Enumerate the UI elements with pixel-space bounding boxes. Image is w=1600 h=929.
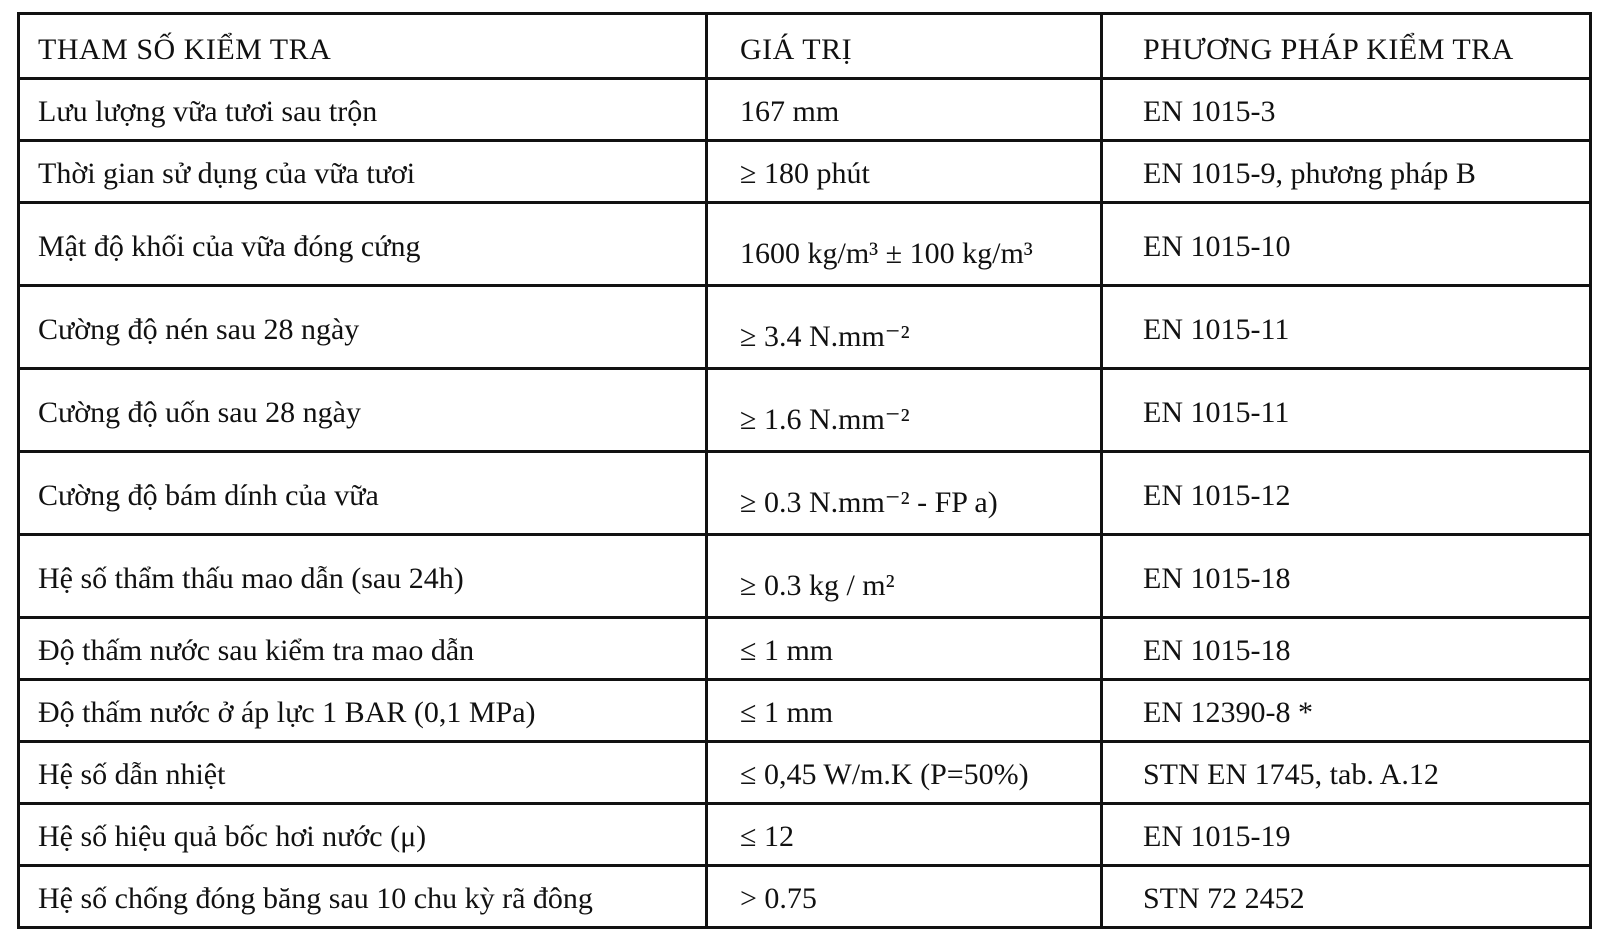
table-row [19,866,1591,928]
method-cell: EN 1015-11 [1102,369,1591,452]
value-cell: ≤ 0,45 W/m.K (P=50%) [707,742,1102,804]
spec-table [17,12,1592,929]
param-cell: Mật độ khối của vữa đóng cứng [19,203,707,286]
table-row [19,452,1591,535]
method-cell: STN 72 2452 [1102,866,1591,928]
method-cell: EN 12390-8 * [1102,680,1591,742]
value-cell: 167 mm [707,79,1102,141]
value-cell: ≥ 1.6 N.mm⁻² [707,369,1102,452]
method-cell: EN 1015-12 [1102,452,1591,535]
header-parameter: THAM SỐ KIỂM TRA [19,14,707,79]
value-cell: ≤ 1 mm [707,618,1102,680]
param-cell: Lưu lượng vữa tươi sau trộn [19,79,707,141]
param-cell: Thời gian sử dụng của vữa tươi [19,141,707,203]
table-row [19,141,1591,203]
param-cell: Cường độ bám dính của vữa [19,452,707,535]
value-cell: ≥ 3.4 N.mm⁻² [707,286,1102,369]
value-cell: ≤ 1 mm [707,680,1102,742]
param-cell: Độ thấm nước ở áp lực 1 BAR (0,1 MPa) [19,680,707,742]
table-row [19,804,1591,866]
param-cell: Cường độ uốn sau 28 ngày [19,369,707,452]
value-cell: ≥ 0.3 N.mm⁻² - FP a) [707,452,1102,535]
method-cell: EN 1015-18 [1102,535,1591,618]
header-method: PHƯƠNG PHÁP KIỂM TRA [1102,14,1591,79]
param-cell: Hệ số hiệu quả bốc hơi nước (μ) [19,804,707,866]
value-cell: ≥ 0.3 kg / m² [707,535,1102,618]
table-row [19,203,1591,286]
param-cell: Hệ số dẫn nhiệt [19,742,707,804]
value-cell: ≤ 12 [707,804,1102,866]
table-row [19,79,1591,141]
header-row [19,14,1591,79]
value-cell: > 0.75 [707,866,1102,928]
table-row [19,680,1591,742]
method-cell: EN 1015-19 [1102,804,1591,866]
header-value: GIÁ TRỊ [707,14,1102,79]
table-row [19,742,1591,804]
table-row [19,618,1591,680]
method-cell: EN 1015-3 [1102,79,1591,141]
value-cell: ≥ 180 phút [707,141,1102,203]
method-cell: EN 1015-18 [1102,618,1591,680]
param-cell: Cường độ nén sau 28 ngày [19,286,707,369]
method-cell: EN 1015-10 [1102,203,1591,286]
param-cell: Hệ số thẩm thấu mao dẫn (sau 24h) [19,535,707,618]
table-row [19,369,1591,452]
method-cell: EN 1015-9, phương pháp B [1102,141,1591,203]
method-cell: EN 1015-11 [1102,286,1591,369]
param-cell: Độ thấm nước sau kiểm tra mao dẫn [19,618,707,680]
value-cell: 1600 kg/m³ ± 100 kg/m³ [707,203,1102,286]
table-row [19,286,1591,369]
method-cell: STN EN 1745, tab. A.12 [1102,742,1591,804]
param-cell: Hệ số chống đóng băng sau 10 chu kỳ rã đông [19,866,707,928]
table-row [19,535,1591,618]
